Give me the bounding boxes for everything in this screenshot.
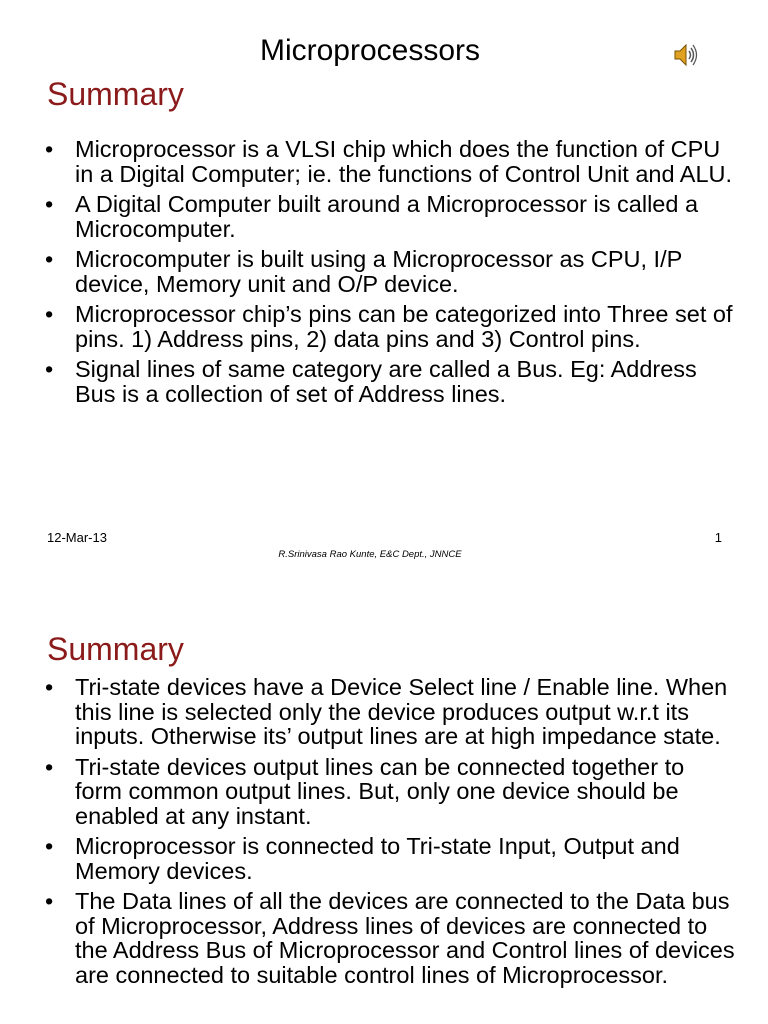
section-heading: Summary (47, 631, 184, 667)
bullet-text: Microprocessor chip’s pins can be categorized into Three set of pins. 1) Address pins, 2) data pins and 3) Control pins. (75, 301, 733, 352)
bullet-item (45, 137, 735, 186)
bullet-item (45, 675, 735, 749)
footer-date: 12-Mar-13 (47, 530, 107, 545)
bullet-text: Microprocessor is a VLSI chip which does the function of CPU in a Digital Computer; ie. the functions of Control Unit and ALU. (75, 136, 733, 187)
page-number: 1 (714, 530, 722, 545)
bullet-text: Signal lines of same category are called a Bus. Eg: Address Bus is a collection of set of Address lines. (75, 356, 697, 407)
slide-title: Microprocessors (259, 34, 481, 67)
bullet-text: Tri-state devices output lines can be connected together to form common output lines. But, only one device should be enabled at any instant. (75, 753, 685, 829)
bullet-item (45, 247, 735, 296)
bullet-dot: • (45, 191, 54, 217)
bullet-list (45, 137, 735, 412)
bullet-dot: • (45, 753, 54, 780)
bullet-item (45, 302, 735, 351)
bullet-item (45, 889, 735, 987)
bullet-dot: • (45, 833, 54, 859)
bullet-dot: • (45, 888, 54, 914)
bullet-item (45, 357, 735, 406)
bullet-text: Tri-state devices have a Device Select line / Enable line. When this line is selected only the device produces output w.r.t its inputs. Otherwise its’ output lines are at high impedance state. (75, 674, 728, 749)
bullet-text: The Data lines of all the devices are connected to the Data bus of Microprocessor, Address lines of devices are connected to the Address Bus of Microprocessor and Control lines of devices are connected to suitable control lines of Microprocessor. (75, 888, 735, 988)
bullet-dot: • (45, 356, 54, 382)
bullet-dot: • (45, 246, 54, 272)
bullet-dot: • (45, 301, 54, 327)
bullet-text: Microprocessor is connected to Tri-state Input, Output and Memory devices. (75, 833, 680, 884)
bullet-list (45, 675, 735, 993)
bullet-text: A Digital Computer built around a Microprocessor is called a Microcomputer. (75, 191, 699, 242)
footer-author: R.Srinivasa Rao Kunte, E&C Dept., JNNCE (278, 549, 462, 560)
bullet-item (45, 755, 735, 829)
bullet-dot: • (45, 136, 54, 162)
bullet-dot: • (45, 674, 54, 700)
section-heading: Summary (47, 76, 184, 112)
speaker-icon[interactable] (672, 42, 698, 68)
bullet-text: Microcomputer is built using a Microprocessor as CPU, I/P device, Memory unit and O/P device. (75, 246, 682, 297)
bullet-item (45, 192, 735, 241)
bullet-item (45, 834, 735, 883)
slide-2 (0, 576, 768, 1024)
